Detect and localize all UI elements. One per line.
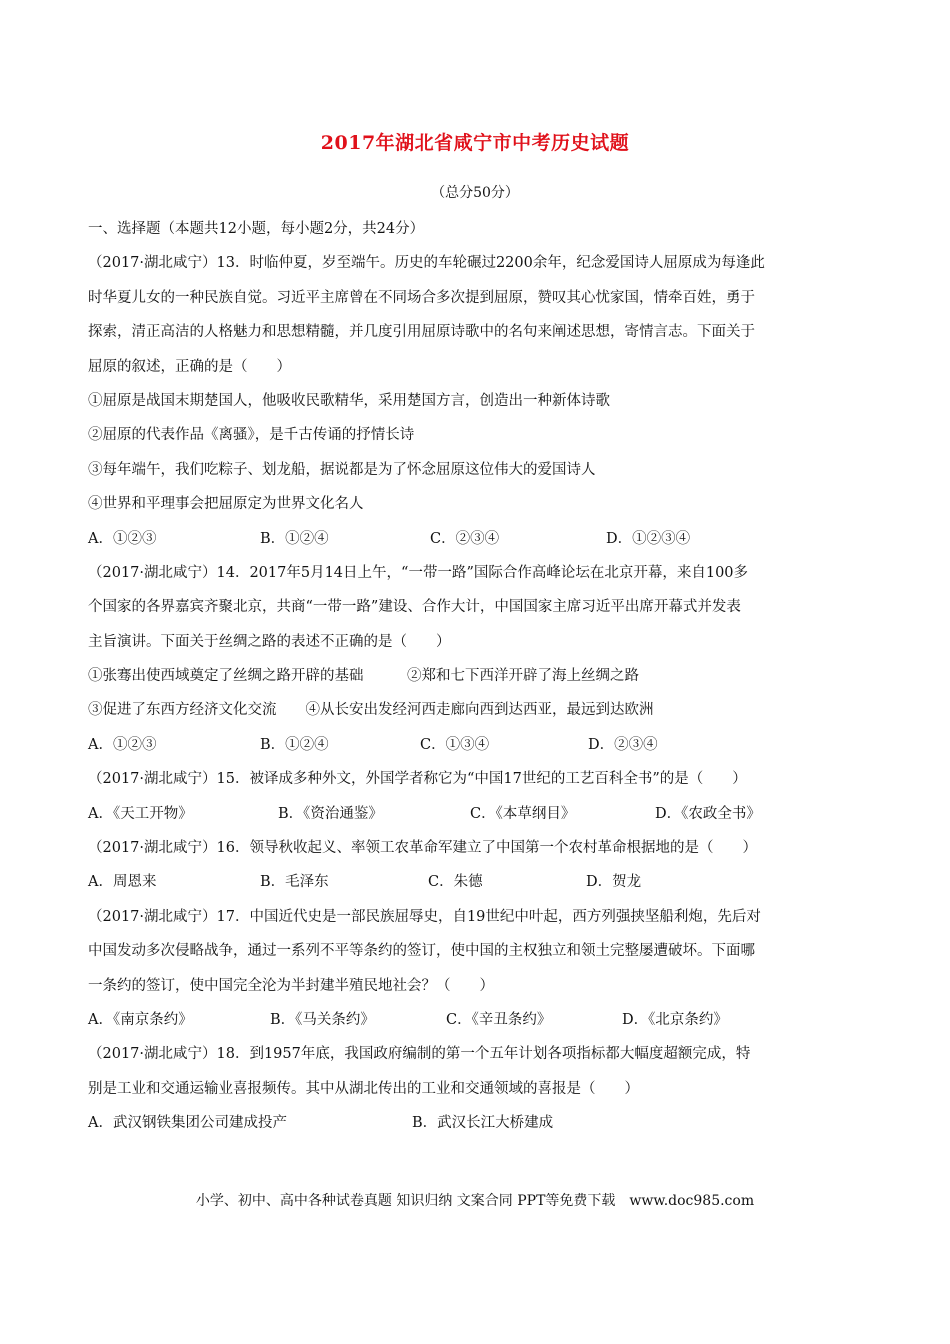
option-a: A．①②③ — [88, 530, 157, 547]
question-line: 别是工业和交通运输业喜报频传。其中从湖北传出的工业和交通领域的喜报是（ ） — [88, 1080, 639, 1097]
statement: ①屈原是战国末期楚国人，他吸收民歌精华，采用楚国方言，创造出一种新体诗歌 — [88, 392, 610, 409]
question-line: （2017·湖北咸宁）16．领导秋收起义、率领工农革命军建立了中国第一个农村革命根据地的是（ ） — [88, 840, 757, 857]
question-13 — [88, 246, 863, 556]
question-line: （2017·湖北咸宁）14．2017年5月14日上午，“一带一路”国际合作高峰论坛在北京开幕，来自100多 — [88, 564, 749, 581]
question-line: 一条约的签订，使中国完全沦为半封建半殖民地社会？（ ） — [88, 977, 494, 994]
question-line: 个国家的各界嘉宾齐聚北京，共商“一带一路”建设、合作大计，中国国家主席习近平出席开幕式并发表 — [88, 599, 741, 616]
option-c: C．②③④ — [430, 530, 500, 547]
option-a: A．武汉钢铁集团公司建成投产 — [88, 1115, 287, 1132]
answer-options — [88, 728, 863, 762]
option-c: C．朱德 — [428, 874, 483, 891]
question-16 — [88, 831, 863, 900]
option-d: D．①②③④ — [606, 530, 691, 547]
statement: ④世界和平理事会把屈原定为世界文化名人 — [88, 496, 364, 513]
option-a: A．《南京条约》 — [88, 1011, 193, 1028]
option-d: D．②③④ — [588, 736, 658, 753]
question-line: 时华夏儿女的一种民族自觉。习近平主席曾在不同场合多次提到屈原，赞叹其心忧家国，情牵百姓，勇于 — [88, 289, 755, 306]
question-line: （2017·湖北咸宁）13．时临仲夏，岁至端午。历史的车轮碾过2200余年，纪念爱国诗人屈原成为每逢此 — [88, 255, 765, 272]
question-18 — [88, 1037, 863, 1140]
statement: ③每年端午，我们吃粽子、划龙船，据说都是为了怀念屈原这位伟大的爱国诗人 — [88, 461, 596, 478]
question-15 — [88, 762, 863, 831]
option-b: B．《资治通鉴》 — [278, 805, 383, 822]
question-line: （2017·湖北咸宁）15．被译成多种外文，外国学者称它为“中国17世纪的工艺百科全书”的是（ ） — [88, 771, 747, 788]
question-line: 探索，清正高洁的人格魅力和思想精髓，并几度引用屈原诗歌中的名句来阐述思想，寄情言志。下面关于 — [88, 324, 755, 341]
option-d: D．《农政全书》 — [655, 805, 761, 822]
option-a: A．《天工开物》 — [88, 805, 193, 822]
option-c: C．①③④ — [420, 736, 490, 753]
option-b: B．武汉长江大桥建成 — [412, 1115, 554, 1132]
option-b: B．毛泽东 — [260, 874, 329, 891]
option-c: C．《本草纲目》 — [470, 805, 576, 822]
option-b: B．①②④ — [260, 530, 329, 547]
question-line: （2017·湖北咸宁）18．到1957年底，我国政府编制的第一个五年计划各项指标都大幅度超额完成，特 — [88, 1046, 751, 1063]
question-line: 中国发动多次侵略战争，通过一系列不平等条约的签订，使中国的主权独立和领土完整屡遭破坏。下面哪 — [88, 943, 755, 960]
question-line: 主旨演讲。下面关于丝绸之路的表述不正确的是（ ） — [88, 633, 451, 650]
statement: ②屈原的代表作品《离骚》，是千古传诵的抒情长诗 — [88, 427, 415, 444]
page-footer: 小学、初中、高中各种试卷真题 知识归纳 文案合同 PPT等免费下载 www.doc985.com — [195, 1193, 755, 1209]
statement: ①张骞出使西域奠定了丝绸之路开辟的基础 ②郑和七下西洋开辟了海上丝绸之路 — [88, 668, 639, 685]
statement: ③促进了东西方经济文化交流 ④从长安出发经河西走廊向西到达西亚，最远到达欧洲 — [88, 702, 654, 719]
section-heading: 一、选择题（本题共12小题，每小题2分，共24分） — [88, 221, 425, 237]
exam-content — [88, 212, 863, 1141]
page-title: 2017年湖北省咸宁市中考历史试题 — [320, 132, 630, 154]
answer-options — [88, 797, 863, 831]
answer-options — [88, 865, 863, 899]
option-b: B．①②④ — [260, 736, 329, 753]
answer-options — [88, 522, 863, 556]
option-c: C．《辛丑条约》 — [446, 1011, 552, 1028]
option-a: A．①②③ — [88, 736, 157, 753]
option-b: B．《马关条约》 — [270, 1011, 375, 1028]
total-score: （总分50分） — [431, 185, 519, 201]
answer-options — [88, 1003, 863, 1037]
option-a: A．周恩来 — [88, 874, 157, 891]
option-d: D．《北京条约》 — [622, 1011, 728, 1028]
question-line: 屈原的叙述，正确的是（ ） — [88, 358, 291, 375]
answer-options — [88, 1106, 863, 1140]
question-17 — [88, 900, 863, 1038]
question-line: （2017·湖北咸宁）17．中国近代史是一部民族屈辱史，自19世纪中叶起，西方列强挟坚船利炮，先后对 — [88, 908, 761, 925]
option-d: D．贺龙 — [586, 874, 642, 891]
question-14 — [88, 556, 863, 762]
